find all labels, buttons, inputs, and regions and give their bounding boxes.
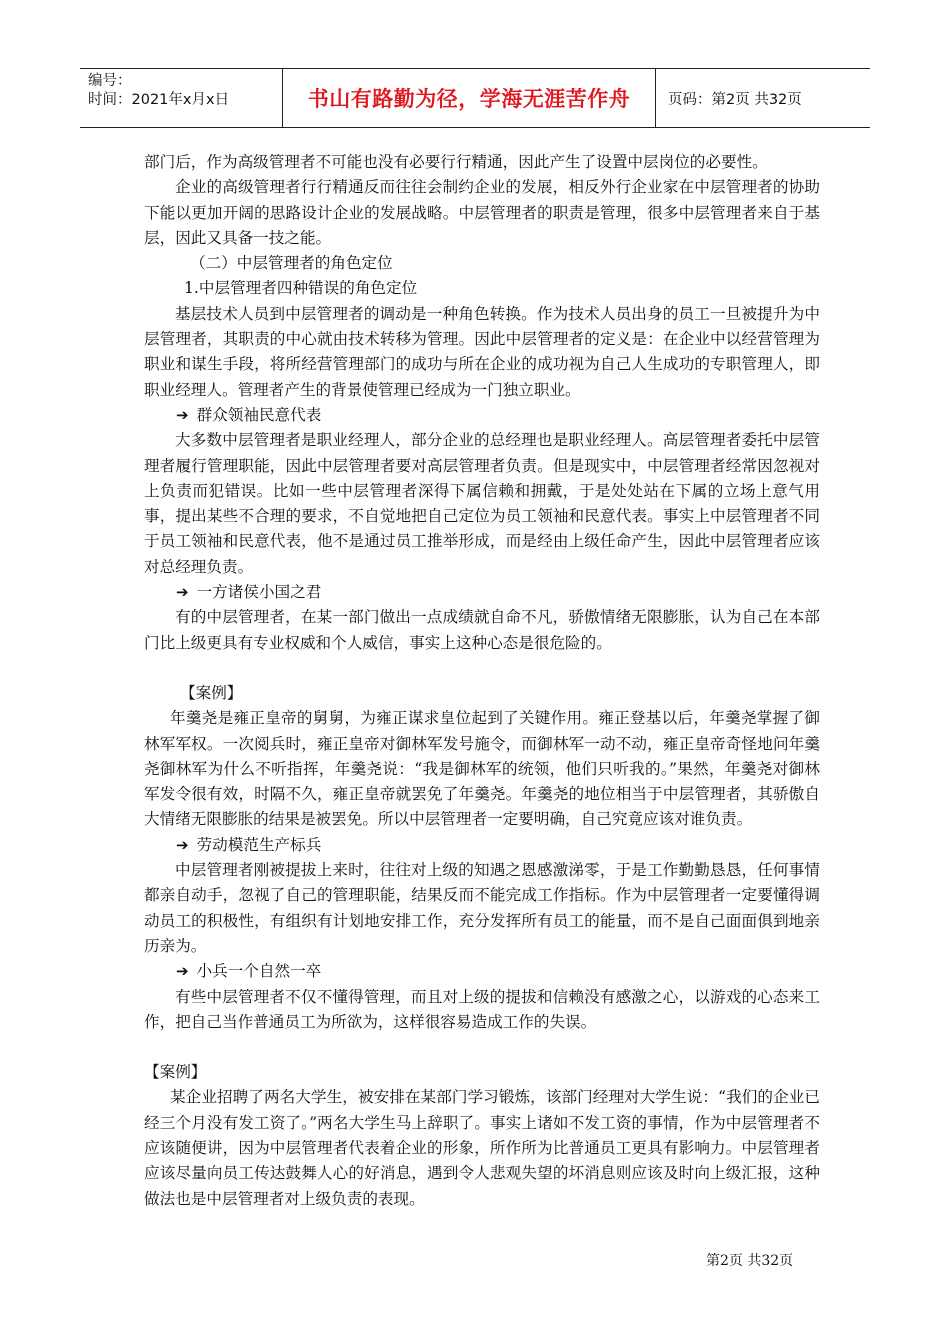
case-text: 年羹尧是雍正皇帝的舅舅，为雍正谋求皇位起到了关键作用。雍正登基以后，年羹尧掌握了御林军军权。一次阅兵时，雍正皇帝对御林军发号施令，而御林军一动不动，雍正皇帝奇怪地问年羹尧御林军为什么不听指挥，年羹尧说：“我是御林军的统领，他们只听我的。”果然，年羹尧对御林军发令很有效，时隔不久，雍正皇帝就罢免了年羹尧。年羹尧的地位相当于中层管理者，其骄傲自大情绪无限膨胀的结果是被罢免。所以中层管理者一定要明确，自己究竟应该对谁负责。 xyxy=(144,709,820,829)
case-title: 【案例】 xyxy=(144,1063,207,1082)
paragraph: 大多数中层管理者是职业经理人，部分企业的总经理也是职业经理人。高层管理者委托中层管理者履行管理职能，因此中层管理者要对高层管理者负责。但是现实中，中层管理者经常因忽视对上负责而犯错误。比如一些中层管理者深得下属信赖和拥戴，于是处处站在下属的立场上意气用事，提出某些不合理的要求，不自觉地把自己定位为员工领袖和民意代表。事实上中层管理者不同于员工领袖和民意代表，他不是通过员工推举形成，而是经由上级任命产生，因此中层管理者应该对总经理负责。 xyxy=(144,431,820,576)
paragraph: 基层技术人员到中层管理者的调动是一种角色转换。作为技术人员出身的员工一旦被提升为中层管理者，其职责的中心就由技术转移为管理。因此中层管理者的定义是：在企业中以经营管理为职业和谋生手段，将所经营管理部门的成功与所在企业的成功视为自己人生成功的专职管理人，即职业经理人。管理者产生的背景使管理已经成为一门独立职业。 xyxy=(144,304,820,399)
header-motto: 书山有路勤为径，学海无涯苦作舟 xyxy=(282,69,656,127)
paragraph: 有些中层管理者不仅不懂得管理，而且对上级的提拔和信赖没有感激之心，以游戏的心态来工作，把自己当作普通员工为所欲为，这样很容易造成工作的失误。 xyxy=(144,987,820,1031)
paragraph: 部门后，作为高级管理者不可能也没有必要行行精通，因此产生了设置中层岗位的必要性。 xyxy=(144,153,768,171)
role-item-title: 一方诸侯小国之君 xyxy=(196,583,322,602)
role-item-heading xyxy=(144,403,820,428)
paragraph: 中层管理者刚被提拔上来时，往往对上级的知遇之恩感激涕零，于是工作勤勤恳恳，任何事情都亲自动手，忽视了自己的管理职能，结果反而不能完成工作指标。作为中层管理者一定要懂得调动员工的积极性，有组织有计划地安排工作，充分发挥所有员工的能量，而不是自己面面俱到地亲历亲为。 xyxy=(144,861,820,955)
right-arrow-icon: ➔ xyxy=(176,835,189,854)
role-item-title: 劳动模范生产标兵 xyxy=(196,835,322,854)
role-item-title: 群众领袖民意代表 xyxy=(196,405,322,424)
right-arrow-icon: ➔ xyxy=(176,583,189,602)
date-line: 时间：2021年x月x日 xyxy=(88,92,230,108)
spacer xyxy=(144,656,820,681)
page-footer: 第2页 共32页 xyxy=(706,1253,794,1269)
page-header xyxy=(80,68,870,128)
subsection-heading: 1.中层管理者四种错误的角色定位 xyxy=(184,279,418,298)
right-arrow-icon: ➔ xyxy=(176,962,189,981)
number-label: 编号： xyxy=(88,73,132,89)
paragraph: 企业的高级管理者行行精通反而往往会制约企业的发展，相反外行企业家在中层管理者的协助下能以更加开阔的思路设计企业的发展战略。中层管理者的职责是管理，很多中层管理者来自于基层，因此又具备一技之能。 xyxy=(144,178,820,247)
spacer xyxy=(144,1035,820,1060)
document-body xyxy=(144,150,820,1212)
header-page-info: 页码：第2页 共32页 xyxy=(668,91,802,108)
role-item-heading xyxy=(144,833,820,858)
case-text: 某企业招聘了两名大学生，被安排在某部门学习锻炼，该部门经理对大学生说：“我们的企业已经三个月没有发工资了。”两名大学生马上辞职了。事实上诸如不发工资的事情，作为中层管理者不应该随便讲，因为中层管理者代表着企业的形象，所作所为比普通员工更具有影响力。中层管理者应该尽量向员工传达鼓舞人心的好消息，遇到令人悲观失望的坏消息则应该及时向上级汇报，这种做法也是中层管理者对上级负责的表现。 xyxy=(144,1088,820,1208)
role-item-heading xyxy=(144,580,820,605)
right-arrow-icon: ➔ xyxy=(176,405,189,424)
paragraph: 有的中层管理者，在某一部门做出一点成绩就自命不凡，骄傲情绪无限膨胀，认为自己在本部门比上级更具有专业权威和个人威信，事实上这种心态是很危险的。 xyxy=(144,608,820,652)
header-meta xyxy=(80,69,282,127)
case-title: 【案例】 xyxy=(180,683,243,702)
section-heading: （二）中层管理者的角色定位 xyxy=(190,254,393,273)
role-item-heading xyxy=(144,959,820,984)
role-item-title: 小兵一个自然一卒 xyxy=(196,962,322,981)
